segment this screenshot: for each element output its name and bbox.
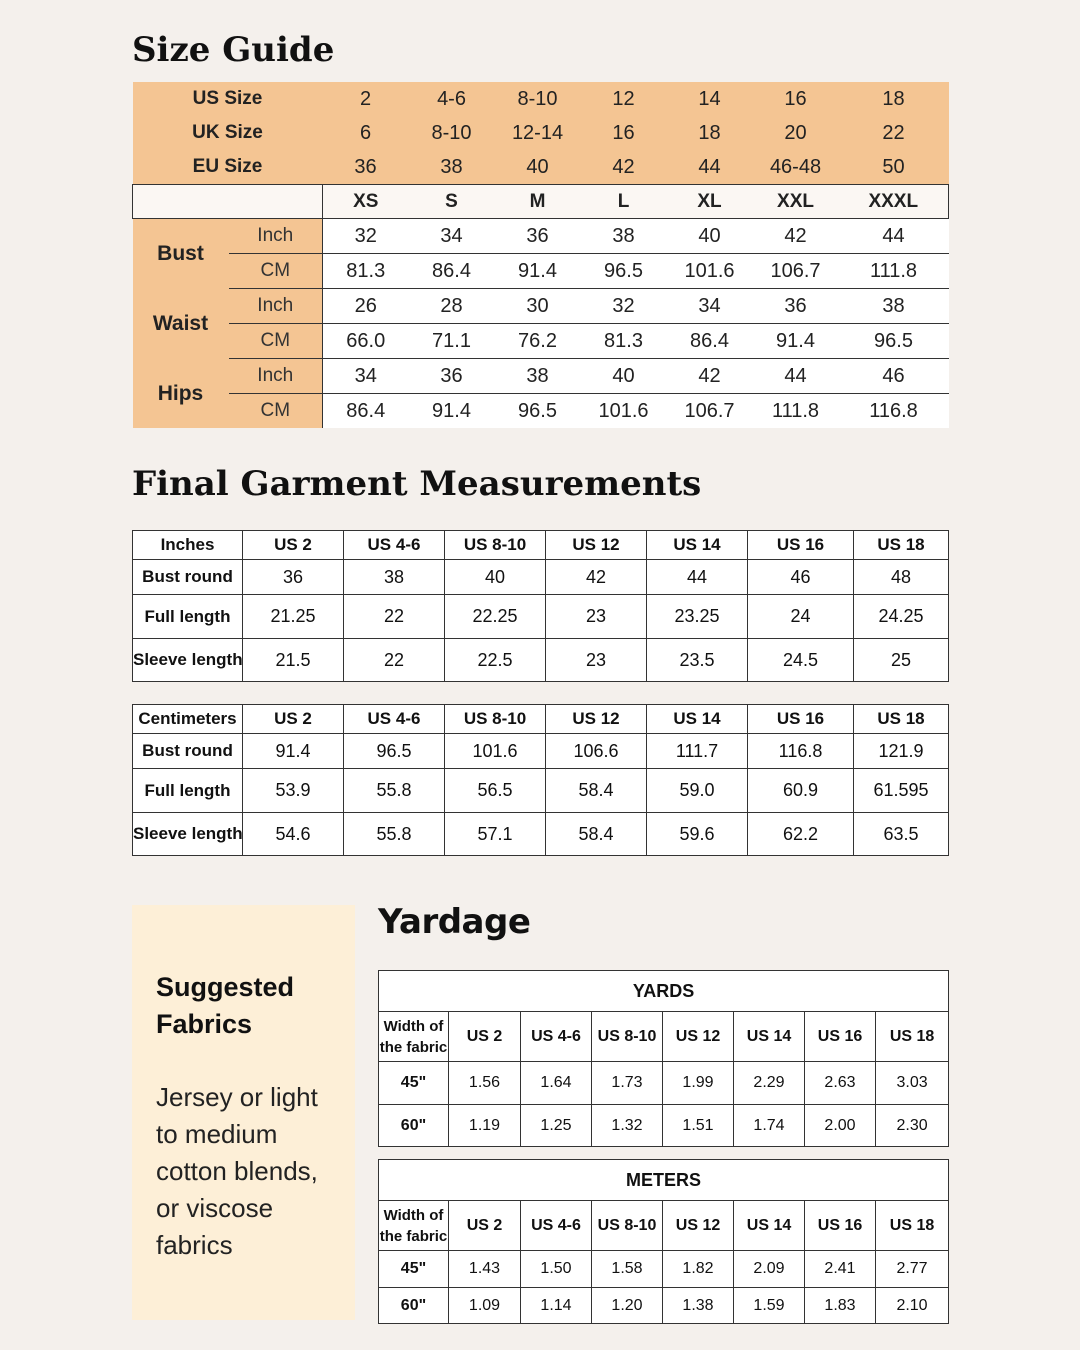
suggested-fabrics-text: Jersey or light to medium cotton blends, or viscose fabrics (156, 1082, 318, 1260)
yardage-size-header: US 4-6 (521, 1012, 592, 1062)
garment-value: 58.4 (546, 813, 647, 856)
garment-value: 36 (243, 560, 344, 595)
letter-size: XXXL (839, 185, 949, 219)
garment-size-header: US 16 (748, 531, 854, 560)
measurement-value: 32 (581, 289, 667, 324)
measurement-value: 111.8 (839, 254, 949, 289)
measurement-value: 86.4 (409, 254, 495, 289)
yardage-size-header: US 16 (805, 1012, 876, 1062)
yardage-value: 1.25 (521, 1105, 592, 1147)
yardage-value: 1.51 (663, 1105, 734, 1147)
letter-size-corner (133, 185, 323, 219)
measurement-value: 36 (409, 359, 495, 394)
size-value: 44 (667, 150, 753, 185)
measurement-value: 101.6 (581, 394, 667, 429)
garment-value: 23.5 (647, 639, 748, 682)
yardage-header-row (379, 1012, 949, 1062)
fabric-width-label: 60" (379, 1288, 449, 1324)
yardage-value: 1.83 (805, 1288, 876, 1324)
garment-size-header: US 4-6 (344, 531, 445, 560)
measurement-value: 30 (495, 289, 581, 324)
garment-row (133, 769, 949, 813)
measurement-value: 96.5 (495, 394, 581, 429)
garment-value: 116.8 (748, 734, 854, 769)
yardage-value: 2.41 (805, 1251, 876, 1288)
garment-value: 63.5 (854, 813, 949, 856)
measurement-value: 86.4 (323, 394, 409, 429)
garment-centimeters-table (132, 704, 949, 856)
yardage-caption: YARDS (379, 971, 949, 1012)
yardage-size-header: US 18 (876, 1012, 949, 1062)
garment-value: 23.25 (647, 595, 748, 639)
garment-size-header: US 12 (546, 531, 647, 560)
measurement-value: 101.6 (667, 254, 753, 289)
size-value: 50 (839, 150, 949, 185)
size-row-uk (133, 116, 949, 150)
size-label-eu: EU Size (133, 150, 323, 185)
unit-label-inch: Inch (229, 289, 323, 324)
measurement-value: 96.5 (839, 324, 949, 359)
garment-row (133, 639, 949, 682)
unit-label-inch: Inch (229, 359, 323, 394)
size-value: 22 (839, 116, 949, 150)
measurement-value: 34 (667, 289, 753, 324)
yardage-row (379, 1062, 949, 1105)
size-label-uk: UK Size (133, 116, 323, 150)
yardage-value: 1.32 (592, 1105, 663, 1147)
size-value: 12-14 (495, 116, 581, 150)
garment-inches-table (132, 530, 949, 682)
letter-size: XXL (753, 185, 839, 219)
measurement-value: 81.3 (323, 254, 409, 289)
fabric-width-label: 45" (379, 1251, 449, 1288)
measurement-value: 91.4 (753, 324, 839, 359)
yardage-value: 2.77 (876, 1251, 949, 1288)
garment-row-label: Full length (133, 769, 243, 813)
measurement-value: 76.2 (495, 324, 581, 359)
letter-size: L (581, 185, 667, 219)
garment-value: 55.8 (344, 813, 445, 856)
garment-header-row (133, 531, 949, 560)
yardage-value: 1.59 (734, 1288, 805, 1324)
measurement-value: 111.8 (753, 394, 839, 429)
yardage-value: 2.10 (876, 1288, 949, 1324)
size-guide-table (132, 82, 949, 428)
garment-value: 53.9 (243, 769, 344, 813)
garment-value: 58.4 (546, 769, 647, 813)
yardage-size-header: US 14 (734, 1201, 805, 1251)
letter-size: XS (323, 185, 409, 219)
measurement-value: 106.7 (753, 254, 839, 289)
garment-row-label: Sleeve length (133, 639, 243, 682)
size-value: 8-10 (495, 82, 581, 116)
yardage-size-header: US 16 (805, 1201, 876, 1251)
garment-size-header: US 12 (546, 705, 647, 734)
garment-value: 54.6 (243, 813, 344, 856)
size-row-eu (133, 150, 949, 185)
yardage-value: 1.20 (592, 1288, 663, 1324)
garment-row-label: Full length (133, 595, 243, 639)
yardage-yards-table (378, 970, 949, 1147)
measurement-name: Hips (133, 359, 229, 429)
size-value: 46-48 (753, 150, 839, 185)
yardage-size-header: US 18 (876, 1201, 949, 1251)
size-value: 40 (495, 150, 581, 185)
garment-value: 23 (546, 639, 647, 682)
garment-size-header: US 4-6 (344, 705, 445, 734)
garment-value: 59.6 (647, 813, 748, 856)
yardage-value: 1.14 (521, 1288, 592, 1324)
measurement-value: 91.4 (409, 394, 495, 429)
measurement-value: 81.3 (581, 324, 667, 359)
measurement-row-inch (133, 219, 949, 254)
garment-size-header: US 2 (243, 705, 344, 734)
size-value: 42 (581, 150, 667, 185)
measurement-value: 42 (667, 359, 753, 394)
garment-value: 24.5 (748, 639, 854, 682)
measurement-value: 91.4 (495, 254, 581, 289)
yardage-value: 1.64 (521, 1062, 592, 1105)
garment-row-label: Bust round (133, 560, 243, 595)
garment-value: 56.5 (445, 769, 546, 813)
yardage-value: 1.50 (521, 1251, 592, 1288)
size-row-us (133, 82, 949, 116)
fabric-width-label: 45" (379, 1062, 449, 1105)
measurement-value: 44 (839, 219, 949, 254)
yardage-value: 2.00 (805, 1105, 876, 1147)
garment-value: 55.8 (344, 769, 445, 813)
garment-value: 101.6 (445, 734, 546, 769)
letter-size: M (495, 185, 581, 219)
garment-value: 44 (647, 560, 748, 595)
yardage-size-header: US 14 (734, 1012, 805, 1062)
garment-value: 22.25 (445, 595, 546, 639)
yardage-caption-row (379, 971, 949, 1012)
yardage-value: 1.09 (449, 1288, 521, 1324)
yardage-value: 2.29 (734, 1062, 805, 1105)
garment-value: 59.0 (647, 769, 748, 813)
garment-value: 61.595 (854, 769, 949, 813)
size-value: 6 (323, 116, 409, 150)
measurement-value: 106.7 (667, 394, 753, 429)
measurement-value: 42 (753, 219, 839, 254)
garment-size-header: US 8-10 (445, 531, 546, 560)
garment-value: 96.5 (344, 734, 445, 769)
yardage-size-header: US 8-10 (592, 1201, 663, 1251)
size-value: 16 (581, 116, 667, 150)
measurement-value: 38 (581, 219, 667, 254)
measurement-name: Bust (133, 219, 229, 289)
size-value: 14 (667, 82, 753, 116)
garment-measurements-title: Final Garment Measurements (132, 464, 702, 504)
measurement-name: Waist (133, 289, 229, 359)
measurement-value: 71.1 (409, 324, 495, 359)
yardage-title: Yardage (378, 902, 531, 942)
garment-value: 121.9 (854, 734, 949, 769)
size-guide-title: Size Guide (132, 30, 335, 70)
yardage-header-row (379, 1201, 949, 1251)
yardage-meters-table (378, 1159, 949, 1324)
measurement-row-inch (133, 289, 949, 324)
measurement-value: 86.4 (667, 324, 753, 359)
garment-row-label: Sleeve length (133, 813, 243, 856)
garment-value: 111.7 (647, 734, 748, 769)
yardage-size-header: US 12 (663, 1012, 734, 1062)
size-value: 4-6 (409, 82, 495, 116)
measurement-value: 26 (323, 289, 409, 324)
letter-size: XL (667, 185, 753, 219)
yardage-value: 1.74 (734, 1105, 805, 1147)
garment-value: 60.9 (748, 769, 854, 813)
yardage-caption: METERS (379, 1160, 949, 1201)
size-value: 20 (753, 116, 839, 150)
garment-size-header: US 2 (243, 531, 344, 560)
measurement-row-cm (133, 254, 949, 289)
yardage-row (379, 1288, 949, 1324)
yardage-value: 2.09 (734, 1251, 805, 1288)
garment-size-header: US 14 (647, 531, 748, 560)
measurement-value: 34 (409, 219, 495, 254)
yardage-row (379, 1105, 949, 1147)
yardage-value: 1.19 (449, 1105, 521, 1147)
garment-value: 106.6 (546, 734, 647, 769)
yardage-value: 2.63 (805, 1062, 876, 1105)
garment-value: 42 (546, 560, 647, 595)
garment-value: 22 (344, 595, 445, 639)
measurement-row-inch (133, 359, 949, 394)
yardage-value: 1.56 (449, 1062, 521, 1105)
measurement-row-cm (133, 394, 949, 429)
size-value: 18 (667, 116, 753, 150)
garment-value: 23 (546, 595, 647, 639)
garment-value: 38 (344, 560, 445, 595)
yardage-size-header: US 8-10 (592, 1012, 663, 1062)
yardage-size-header: US 2 (449, 1201, 521, 1251)
measurement-value: 66.0 (323, 324, 409, 359)
unit-label-inch: Inch (229, 219, 323, 254)
yardage-value: 1.82 (663, 1251, 734, 1288)
size-value: 18 (839, 82, 949, 116)
garment-size-header: US 14 (647, 705, 748, 734)
fabric-width-label: 60" (379, 1105, 449, 1147)
measurement-value: 36 (495, 219, 581, 254)
unit-label-cm: CM (229, 324, 323, 359)
size-value: 12 (581, 82, 667, 116)
yardage-value: 2.30 (876, 1105, 949, 1147)
garment-header-row (133, 705, 949, 734)
garment-row (133, 560, 949, 595)
yardage-size-header: US 4-6 (521, 1201, 592, 1251)
measurement-value: 44 (753, 359, 839, 394)
width-of-fabric-label: Width of the fabric (379, 1012, 449, 1062)
size-value: 38 (409, 150, 495, 185)
yardage-value: 1.38 (663, 1288, 734, 1324)
garment-value: 21.5 (243, 639, 344, 682)
yardage-row (379, 1251, 949, 1288)
size-label-us: US Size (133, 82, 323, 116)
garment-value: 22 (344, 639, 445, 682)
suggested-fabrics-title: Suggested Fabrics (156, 972, 295, 1039)
garment-row (133, 734, 949, 769)
garment-value: 40 (445, 560, 546, 595)
garment-value: 62.2 (748, 813, 854, 856)
measurement-value: 40 (667, 219, 753, 254)
measurement-value: 116.8 (839, 394, 949, 429)
measurement-value: 46 (839, 359, 949, 394)
suggested-fabrics-box (132, 905, 355, 1320)
measurement-value: 96.5 (581, 254, 667, 289)
garment-row (133, 595, 949, 639)
yardage-value: 1.58 (592, 1251, 663, 1288)
measurement-value: 36 (753, 289, 839, 324)
yardage-value: 3.03 (876, 1062, 949, 1105)
garment-row-label: Bust round (133, 734, 243, 769)
yardage-caption-row (379, 1160, 949, 1201)
measurement-row-cm (133, 324, 949, 359)
yardage-value: 1.99 (663, 1062, 734, 1105)
measurement-value: 40 (581, 359, 667, 394)
size-value: 36 (323, 150, 409, 185)
garment-size-header: US 18 (854, 705, 949, 734)
garment-value: 48 (854, 560, 949, 595)
garment-value: 25 (854, 639, 949, 682)
yardage-size-header: US 2 (449, 1012, 521, 1062)
unit-label-cm: CM (229, 394, 323, 429)
garment-value: 91.4 (243, 734, 344, 769)
measurement-value: 38 (495, 359, 581, 394)
yardage-value: 1.43 (449, 1251, 521, 1288)
measurement-value: 32 (323, 219, 409, 254)
garment-row (133, 813, 949, 856)
garment-size-header: US 8-10 (445, 705, 546, 734)
garment-size-header: US 16 (748, 705, 854, 734)
garment-value: 57.1 (445, 813, 546, 856)
garment-size-header: US 18 (854, 531, 949, 560)
garment-value: 24 (748, 595, 854, 639)
garment-corner-label: Inches (133, 531, 243, 560)
width-of-fabric-label: Width of the fabric (379, 1201, 449, 1251)
letter-size: S (409, 185, 495, 219)
letter-size-row (133, 185, 949, 219)
garment-value: 24.25 (854, 595, 949, 639)
garment-value: 22.5 (445, 639, 546, 682)
measurement-value: 28 (409, 289, 495, 324)
size-value: 16 (753, 82, 839, 116)
garment-value: 46 (748, 560, 854, 595)
garment-corner-label: Centimeters (133, 705, 243, 734)
garment-value: 21.25 (243, 595, 344, 639)
size-value: 8-10 (409, 116, 495, 150)
size-value: 2 (323, 82, 409, 116)
measurement-value: 34 (323, 359, 409, 394)
measurement-value: 38 (839, 289, 949, 324)
yardage-size-header: US 12 (663, 1201, 734, 1251)
yardage-value: 1.73 (592, 1062, 663, 1105)
unit-label-cm: CM (229, 254, 323, 289)
